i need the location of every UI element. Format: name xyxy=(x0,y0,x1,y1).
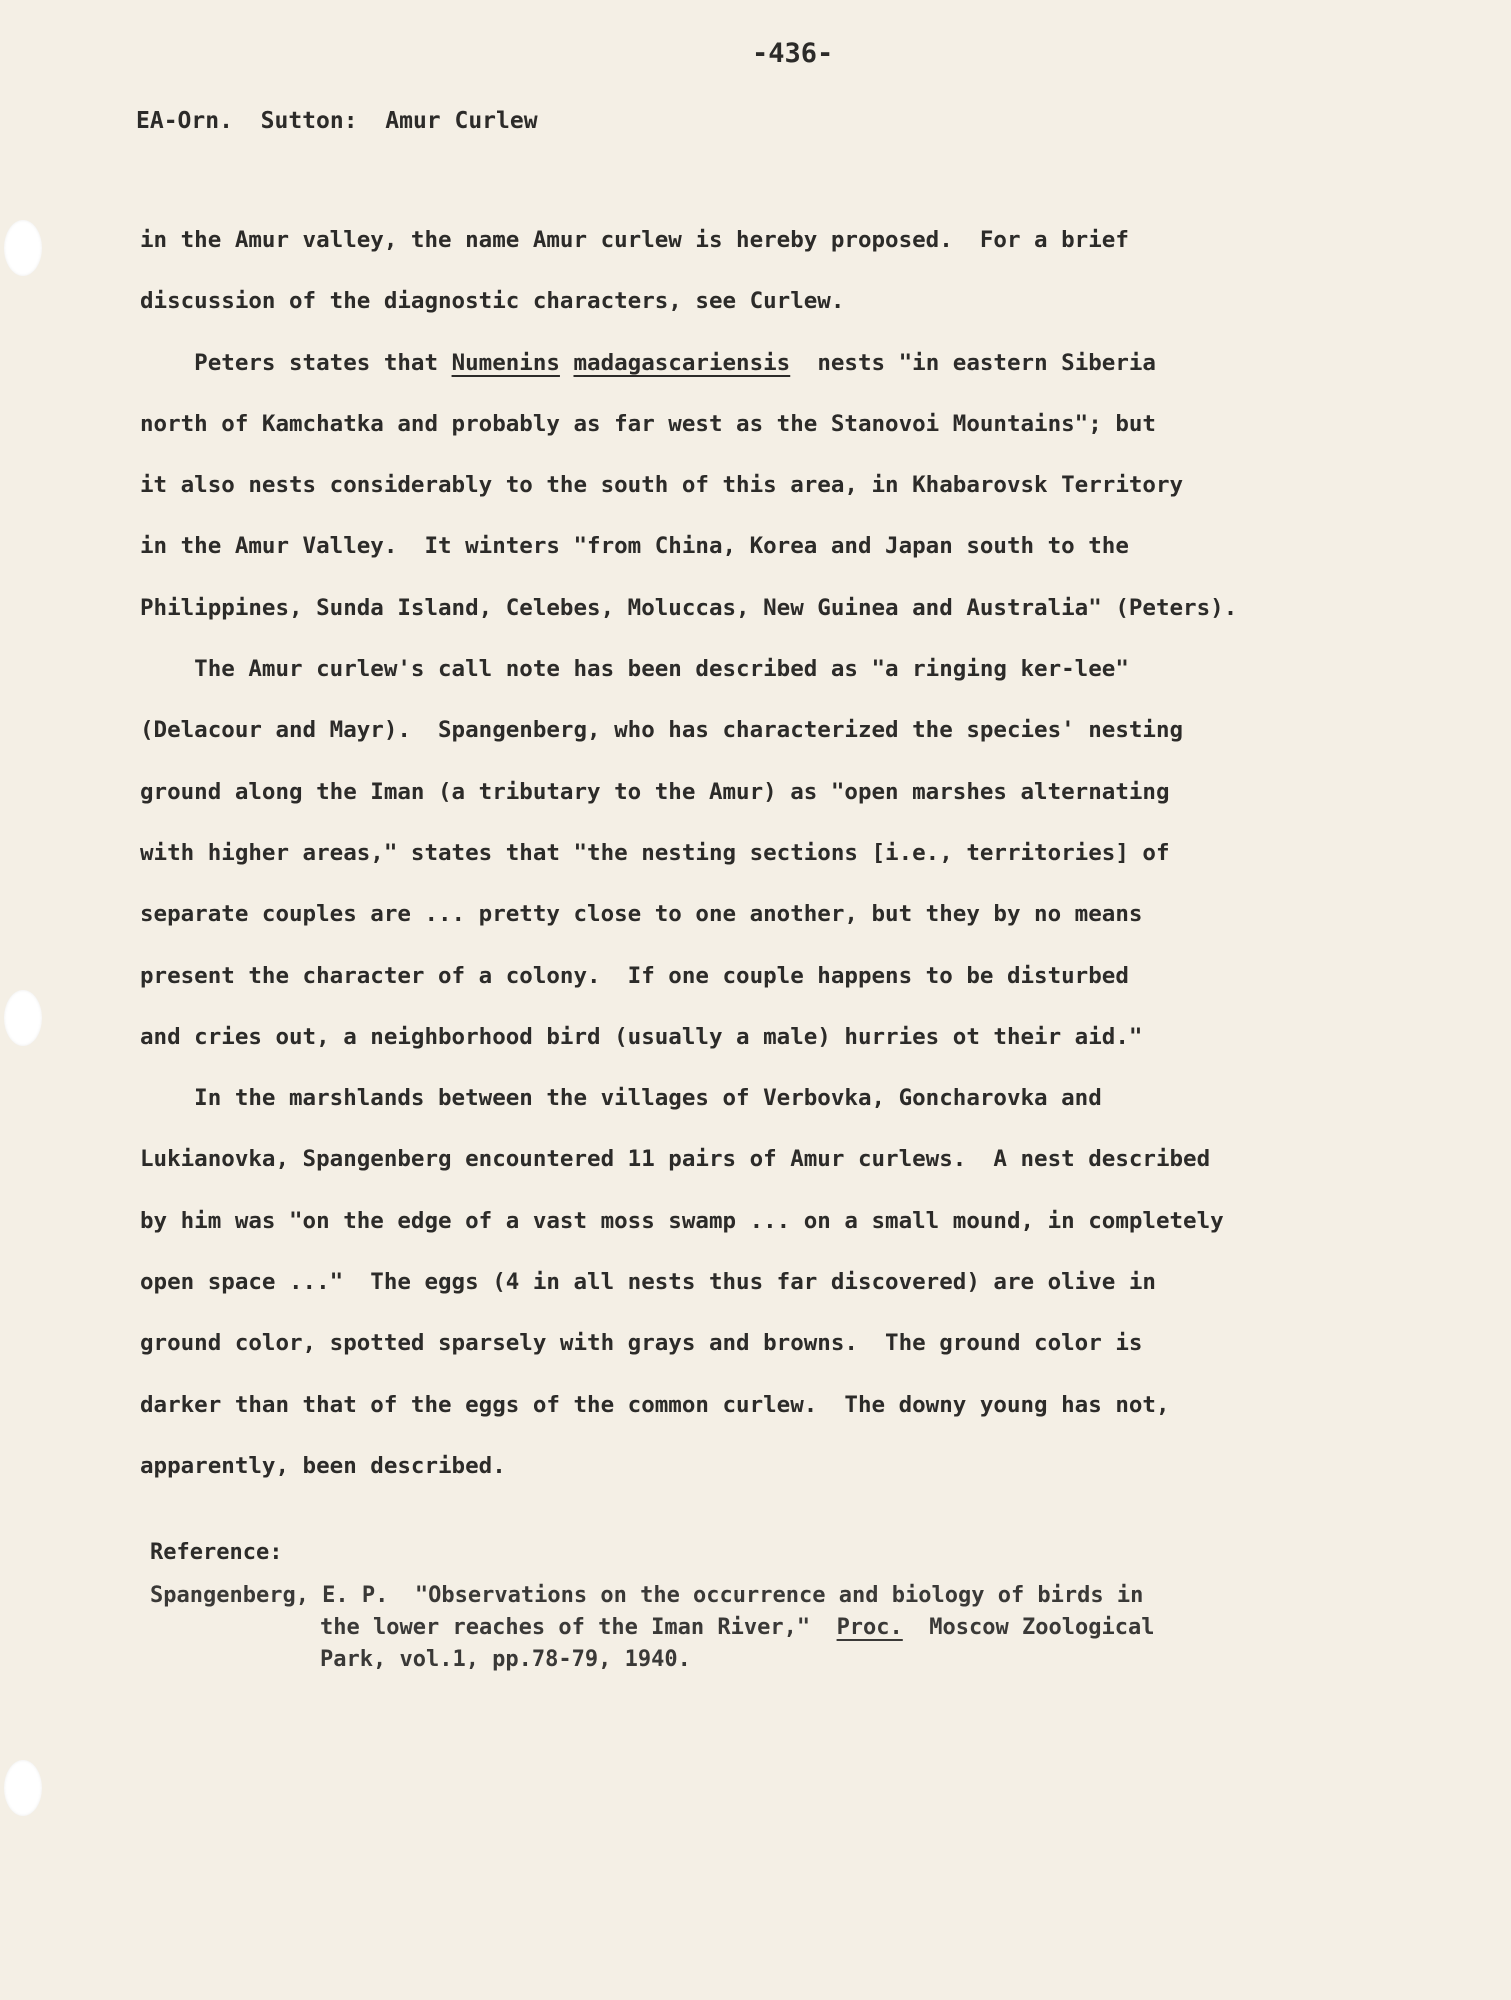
text-line: in the Amur valley, the name Amur curlew is hereby proposed. For a brief xyxy=(140,227,1129,253)
text-line: in the Amur Valley. It winters "from China, Korea and Japan south to the xyxy=(140,533,1129,560)
reference-text: the lower reaches of the Iman River," xyxy=(320,1615,837,1640)
text-line: darker than that of the eggs of the common curlew. The downy young has not, xyxy=(140,1391,1170,1418)
reference-line xyxy=(150,1612,1154,1644)
species-name: madagascariensis xyxy=(573,349,791,376)
text-line: apparently, been described. xyxy=(140,1452,506,1479)
text-line: ground color, spotted sparsely with grays and browns. The ground color is xyxy=(140,1330,1143,1357)
reference-line: Park, vol.1, pp.78-79, 1940. xyxy=(320,1647,691,1672)
text-line: north of Kamchatka and probably as far west as the Stanovoi Mountains"; but xyxy=(140,410,1156,437)
page-number: -436- xyxy=(752,38,834,69)
text-line: open space ..." The eggs (4 in all nests thus far discovered) are olive in xyxy=(140,1269,1156,1296)
reference-entry xyxy=(150,1580,1154,1676)
body-text xyxy=(140,210,1380,1497)
text-fragment: nests "in eastern Siberia xyxy=(790,349,1156,376)
text-line: Philippines, Sunda Island, Celebes, Moluccas, New Guinea and Australia" (Peters). xyxy=(140,594,1238,621)
reference-author: Spangenberg, E. P. xyxy=(150,1583,389,1608)
text-fragment: Peters states that xyxy=(140,349,452,376)
text-line: ground along the Iman (a tributary to the Amur) as "open marshes alternating xyxy=(140,778,1170,805)
text-line: it also nests considerably to the south of this area, in Khabarovsk Territory xyxy=(140,472,1184,499)
punch-hole xyxy=(4,1760,42,1816)
text-line: (Delacour and Mayr). Spangenberg, who has characterized the species' nesting xyxy=(140,717,1184,744)
genus-name: Numenins xyxy=(451,349,560,376)
reference-text: "Observations on the occurrence and biology of birds in xyxy=(388,1583,1144,1608)
text-line: and cries out, a neighborhood bird (usually a male) hurries ot their aid." xyxy=(140,1023,1143,1050)
punch-hole xyxy=(4,220,42,276)
text-line: Lukianovka, Spangenberg encountered 11 pairs of Amur curlews. A nest described xyxy=(140,1146,1211,1173)
text-line: by him was "on the edge of a vast moss swamp ... on a small mound, in completely xyxy=(140,1207,1224,1234)
reference-heading: Reference: xyxy=(150,1540,283,1565)
reference-text: Moscow Zoological xyxy=(902,1615,1155,1640)
text-line: separate couples are ... pretty close to one another, but they by no means xyxy=(140,901,1143,928)
text-line: present the character of a colony. If one couple happens to be disturbed xyxy=(140,962,1129,989)
document-header: EA-Orn. Sutton: Amur Curlew xyxy=(136,108,538,134)
text-line-peters xyxy=(140,333,1380,394)
reference-proc: Proc. xyxy=(836,1615,903,1640)
punch-hole xyxy=(4,990,42,1046)
text-line: discussion of the diagnostic characters, see Curlew. xyxy=(140,288,845,315)
text-line: The Amur curlew's call note has been described as "a ringing ker-lee" xyxy=(140,656,1129,683)
reference-line xyxy=(150,1580,1154,1612)
text-line: In the marshlands between the villages of Verbovka, Goncharovka and xyxy=(140,1085,1102,1112)
text-line: with higher areas," states that "the nesting sections [i.e., territories] of xyxy=(140,839,1170,866)
